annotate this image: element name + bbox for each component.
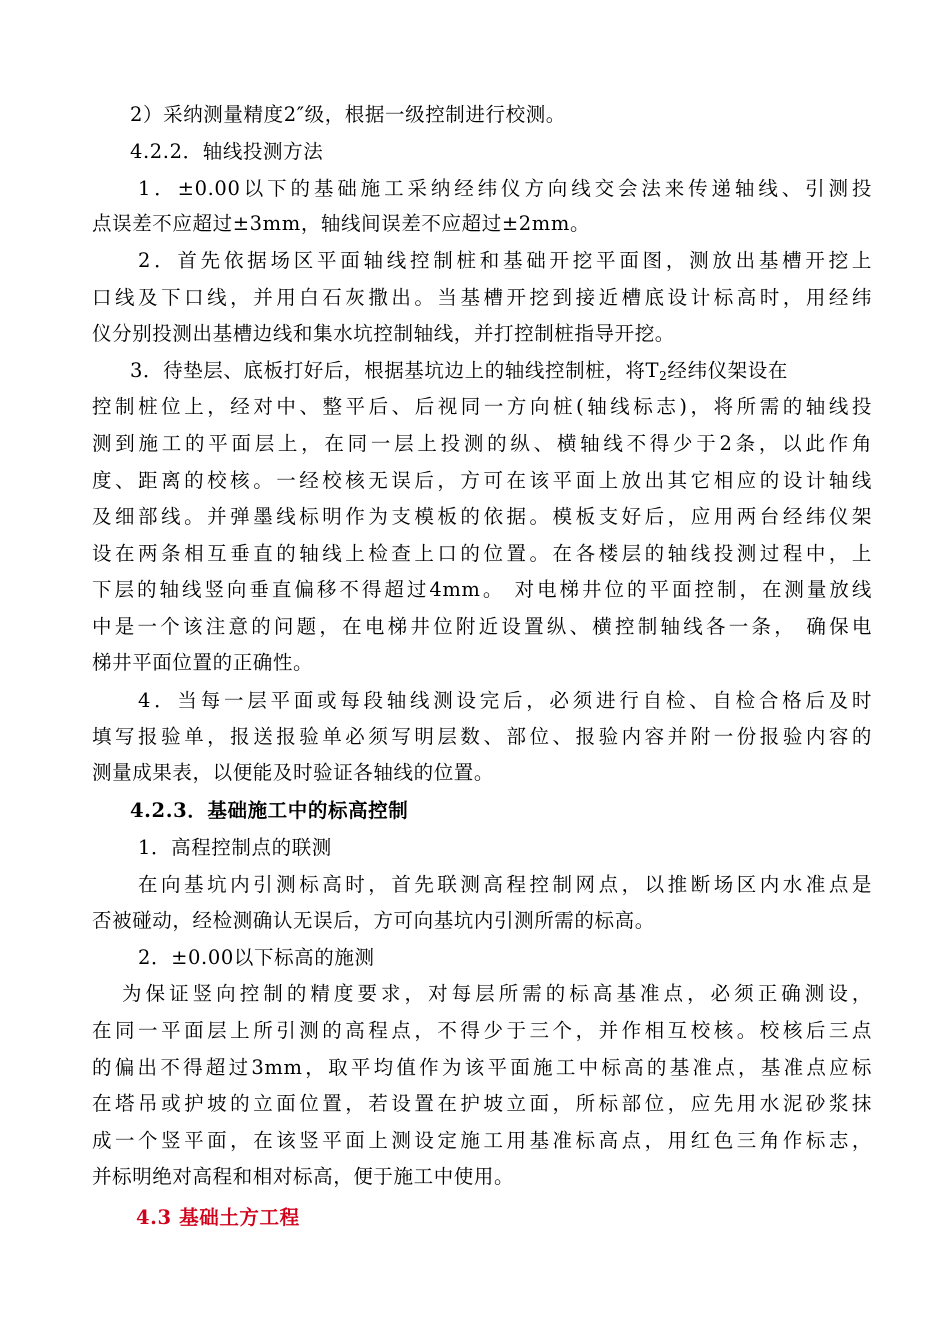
text-line [130,356,872,391]
text-line: 2．±0.00以下标高的施测 [138,946,375,969]
text-line: 2．首先依据场区平面轴线控制桩和基础开挖平面图，测放出基槽开挖上 [138,249,872,272]
text-line: 梯井平面位置的正确性。 [92,651,314,674]
text-line: 并标明绝对高程和相对标高，便于施工中使用。 [92,1165,515,1188]
text-line: 在塔吊或护坡的立面位置，若设置在护坡立面，所标部位，应先用水泥砂浆抹 [92,1092,872,1115]
text-line: 1．±0.00以下的基础施工采纳经纬仪方向线交会法来传递轴线、引测投 [138,177,872,200]
symbol-main: T [645,359,660,382]
text-line: 下层的轴线竖向垂直偏移不得超过4mm。 对电梯井位的平面控制，在测量放线 [92,578,872,601]
text-line: 4.2.2．轴线投测方法 [130,140,324,163]
text-line: 在向基坑内引测标高时，首先联测高程控制网点，以推断场区内水准点是 [138,873,872,896]
text-line: 在同一平面层上所引测的高程点，不得少于三个，并作相互校核。校核后三点 [92,1019,872,1042]
symbol-subscript: 2 [659,369,668,383]
text-line: 成一个竖平面，在该竖平面上测设定施工用基准标高点，用红色三角作标志， [92,1129,872,1152]
text-segment: 经纬仪架设在 [667,359,788,382]
text-line: 否被碰动，经检测确认无误后，方可向基坑内引测所需的标高。 [92,909,655,932]
section-heading: 4.3 基础土方工程 [136,1206,300,1229]
text-line: 填写报验单，报送报验单必须写明层数、部位、报验内容并附一份报验内容的 [92,725,872,748]
subsection-heading: 4.2.3．基础施工中的标高控制 [130,799,409,822]
text-line: 4．当每一层平面或每段轴线测设完后，必须进行自检、自检合格后及时 [138,689,872,712]
text-line: 及细部线。并弹墨线标明作为支模板的依据。模板支好后，应用两台经纬仪架 [92,505,872,528]
text-segment: 3．待垫层、底板打好后，根据基坑边上的轴线控制桩，将 [130,359,646,382]
text-line: 测到施工的平面层上，在同一层上投测的纵、横轴线不得少于2条，以此作角 [92,432,872,455]
text-line: 测量成果表，以便能及时验证各轴线的位置。 [92,761,495,784]
text-line: 设在两条相互垂直的轴线上检查上口的位置。在各楼层的轴线投测过程中，上 [92,542,872,565]
text-line: 为保证竖向控制的精度要求，对每层所需的标高基准点，必须正确测设， [122,982,872,1005]
text-line: 中是一个该注意的问题，在电梯井位附近设置纵、横控制轴线各一条， 确保电 [92,615,872,638]
text-line: 1．高程控制点的联测 [138,836,332,859]
text-line: 仪分别投测出基槽边线和集水坑控制轴线，并打控制桩指导开挖。 [92,322,675,345]
text-line: 点误差不应超过±3mm，轴线间误差不应超过±2mm。 [92,212,591,235]
text-line: 控制桩位上，经对中、整平后、后视同一方向桩(轴线标志)，将所需的轴线投 [92,395,872,418]
text-line: 度、距离的校核。一经校核无误后，方可在该平面上放出其它相应的设计轴线 [92,469,872,492]
text-line: 口线及下口线，并用白石灰撒出。当基槽开挖到接近槽底设计标高时，用经纬 [92,286,872,309]
text-line: 的偏出不得超过3mm，取平均值作为该平面施工中标高的基准点，基准点应标 [92,1056,872,1079]
text-line: 2）采纳测量精度2″级，根据一级控制进行校测。 [130,103,566,126]
